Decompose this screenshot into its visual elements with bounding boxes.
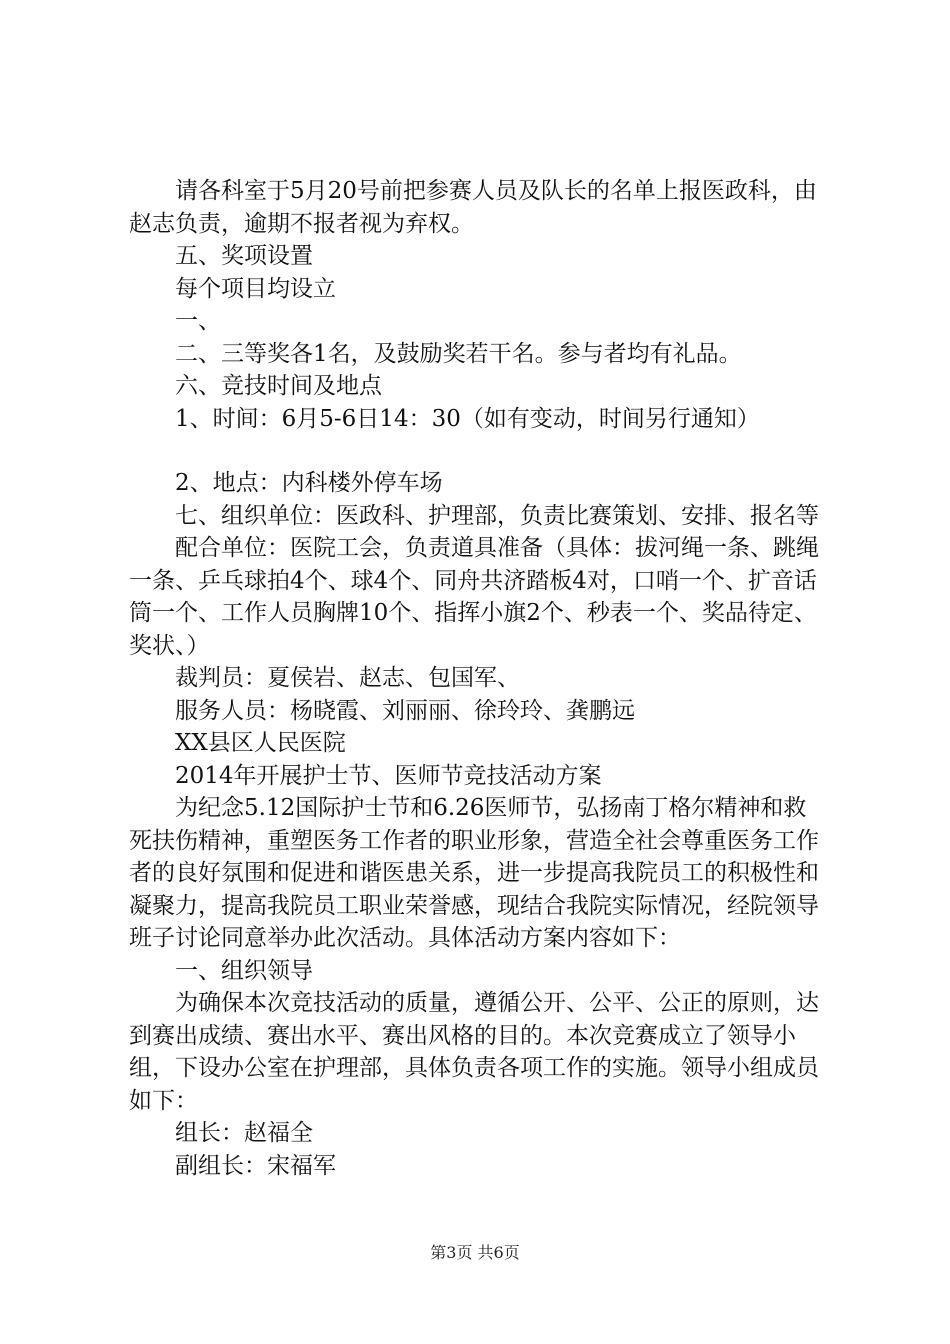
paragraph-time: 1、时间：6月5-6日14：30（如有变动，时间另行通知） — [175, 405, 760, 432]
heading-awards: 五、奖项设置 — [175, 243, 313, 269]
paragraph-registration-deadline: 请各科室于5月20号前把参赛人员及队长的名单上报医政科，由赵志负责，逾期不报者视为弃权。 — [129, 178, 817, 237]
page-number-footer: 第3页 共6页 — [430, 1243, 520, 1262]
paragraph-leadership-details: 为确保本次竞技活动的质量，遵循公开、公平、公正的原则，达到赛出成绩、赛出水平、赛出风格的目的。本次竞赛成立了领导小组，下设办公室在护理部，具体负责各项工作的实施。领导小组成员如下： — [129, 990, 819, 1114]
paragraph-purpose: 为纪念5.12国际护士节和6.26医师节，弘扬南丁格尔精神和救死扶伤精神，重塑医务工作者的职业形象，营造全社会尊重医务工作者的良好氛围和促进和谐医患关系，进一步提高我院员工的积极性和凝聚力，提高我院员工职业荣誉感，现结合我院实际情况，经院领导班子讨论同意举办此次活动。具体活动方案内容如下： — [129, 795, 819, 951]
paragraph-hospital-name: XX县区人民医院 — [175, 730, 346, 756]
paragraph-deputy-leader: 副组长：宋福军 — [175, 1152, 336, 1179]
paragraph-referees: 裁判员：夏侯岩、赵志、包国军、 — [175, 665, 520, 691]
paragraph-organizers: 七、组织单位：医政科、护理部，负责比赛策划、安排、报名等 — [175, 502, 819, 529]
paragraph-prize-details: 二、三等奖各1名，及鼓励奖若干名。参与者均有礼品。 — [175, 340, 742, 367]
heading-time-location: 六、竞技时间及地点 — [175, 373, 382, 399]
document-title: 2014年开展护士节、医师节竞技活动方案 — [175, 762, 602, 789]
paragraph-location: 2、地点：内科楼外停车场 — [175, 470, 443, 496]
paragraph-cooperating-unit: 配合单位：医院工会，负责道具准备（具体：拔河绳一条、跳绳一条、乒乓球拍4个、球4个、同舟共济踏板4对，口哨一个、扩音话筒一个、工作人员胸牌10个、指挥小旗2个、秒表一个、奖品待定、奖状、） — [129, 535, 819, 659]
paragraph-service-staff: 服务人员：杨晓霞、刘丽丽、徐玲玲、龚鹏远 — [175, 697, 635, 724]
heading-leadership: 一、组织领导 — [175, 957, 313, 984]
paragraph-first-prize: 一、 — [175, 308, 221, 334]
document-body — [129, 175, 829, 1182]
paragraph-team-leader: 组长：赵福全 — [175, 1120, 313, 1146]
paragraph-awards-intro: 每个项目均设立 — [175, 275, 336, 302]
